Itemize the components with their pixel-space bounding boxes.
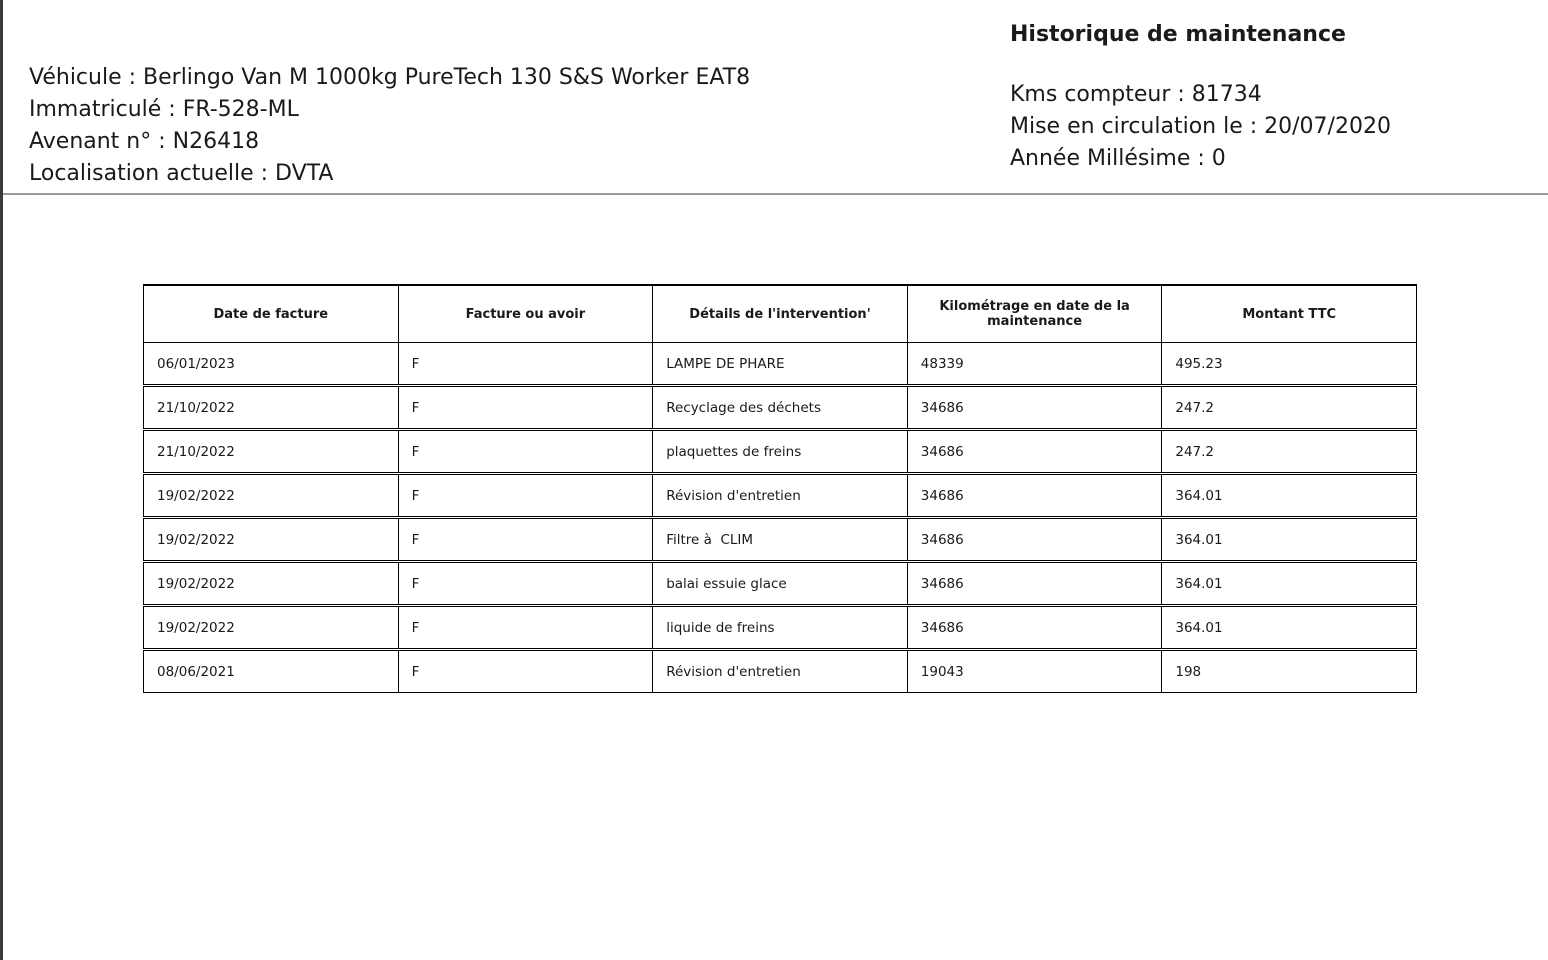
header-amount: Montant TTC xyxy=(1162,285,1417,343)
table-row xyxy=(144,562,1417,606)
cell-intervention-details: Révision d'entretien xyxy=(653,474,908,518)
table-row xyxy=(144,650,1417,693)
odometer-kms: Kms compteur : 81734 xyxy=(1010,82,1262,107)
table-row xyxy=(144,606,1417,650)
table-row xyxy=(144,343,1417,386)
cell-invoice-date: 19/02/2022 xyxy=(144,562,399,606)
vehicle-model: Véhicule : Berlingo Van M 1000kg PureTech 130 S&S Worker EAT8 xyxy=(29,65,751,90)
vehicle-location: Localisation actuelle : DVTA xyxy=(29,161,334,186)
maintenance-table-container xyxy=(143,284,1416,693)
cell-amount: 364.01 xyxy=(1162,518,1417,562)
cell-invoice-type: F xyxy=(398,606,653,650)
table-row xyxy=(144,430,1417,474)
cell-invoice-type: F xyxy=(398,343,653,386)
meter-info xyxy=(1010,79,1391,175)
cell-amount: 364.01 xyxy=(1162,474,1417,518)
cell-amount: 247.2 xyxy=(1162,430,1417,474)
cell-invoice-date: 21/10/2022 xyxy=(144,386,399,430)
cell-amount: 495.23 xyxy=(1162,343,1417,386)
vintage-year: Année Millésime : 0 xyxy=(1010,146,1226,171)
cell-mileage: 48339 xyxy=(907,343,1162,386)
cell-intervention-details: LAMPE DE PHARE xyxy=(653,343,908,386)
document-title: Historique de maintenance xyxy=(1010,22,1346,47)
cell-intervention-details: Filtre à CLIM xyxy=(653,518,908,562)
cell-amount: 364.01 xyxy=(1162,562,1417,606)
cell-amount: 364.01 xyxy=(1162,606,1417,650)
cell-intervention-details: liquide de freins xyxy=(653,606,908,650)
header-divider xyxy=(3,193,1548,195)
cell-invoice-type: F xyxy=(398,430,653,474)
cell-invoice-date: 19/02/2022 xyxy=(144,606,399,650)
cell-invoice-date: 21/10/2022 xyxy=(144,430,399,474)
table-body xyxy=(144,343,1417,693)
cell-intervention-details: Révision d'entretien xyxy=(653,650,908,693)
vehicle-info xyxy=(29,62,750,190)
header-invoice-date: Date de facture xyxy=(144,285,399,343)
cell-invoice-type: F xyxy=(398,562,653,606)
table-header-row xyxy=(144,285,1417,343)
cell-mileage: 34686 xyxy=(907,430,1162,474)
maintenance-table xyxy=(143,284,1417,693)
cell-invoice-date: 08/06/2021 xyxy=(144,650,399,693)
header-intervention-details: Détails de l'intervention' xyxy=(653,285,908,343)
cell-amount: 247.2 xyxy=(1162,386,1417,430)
table-row xyxy=(144,386,1417,430)
cell-invoice-date: 19/02/2022 xyxy=(144,518,399,562)
table-row xyxy=(144,518,1417,562)
cell-invoice-date: 06/01/2023 xyxy=(144,343,399,386)
circulation-date: Mise en circulation le : 20/07/2020 xyxy=(1010,114,1391,139)
cell-intervention-details: plaquettes de freins xyxy=(653,430,908,474)
cell-amount: 198 xyxy=(1162,650,1417,693)
cell-mileage: 34686 xyxy=(907,562,1162,606)
cell-invoice-type: F xyxy=(398,386,653,430)
cell-invoice-type: F xyxy=(398,650,653,693)
vehicle-registration: Immatriculé : FR-528-ML xyxy=(29,97,299,122)
cell-mileage: 34686 xyxy=(907,518,1162,562)
cell-mileage: 19043 xyxy=(907,650,1162,693)
page-left-edge xyxy=(0,0,3,960)
cell-intervention-details: Recyclage des déchets xyxy=(653,386,908,430)
cell-mileage: 34686 xyxy=(907,386,1162,430)
cell-mileage: 34686 xyxy=(907,474,1162,518)
cell-invoice-type: F xyxy=(398,518,653,562)
header-invoice-type: Facture ou avoir xyxy=(398,285,653,343)
cell-mileage: 34686 xyxy=(907,606,1162,650)
vehicle-amendment: Avenant n° : N26418 xyxy=(29,129,260,154)
cell-invoice-type: F xyxy=(398,474,653,518)
cell-invoice-date: 19/02/2022 xyxy=(144,474,399,518)
table-row xyxy=(144,474,1417,518)
cell-intervention-details: balai essuie glace xyxy=(653,562,908,606)
header-mileage: Kilométrage en date de la maintenance xyxy=(907,285,1162,343)
